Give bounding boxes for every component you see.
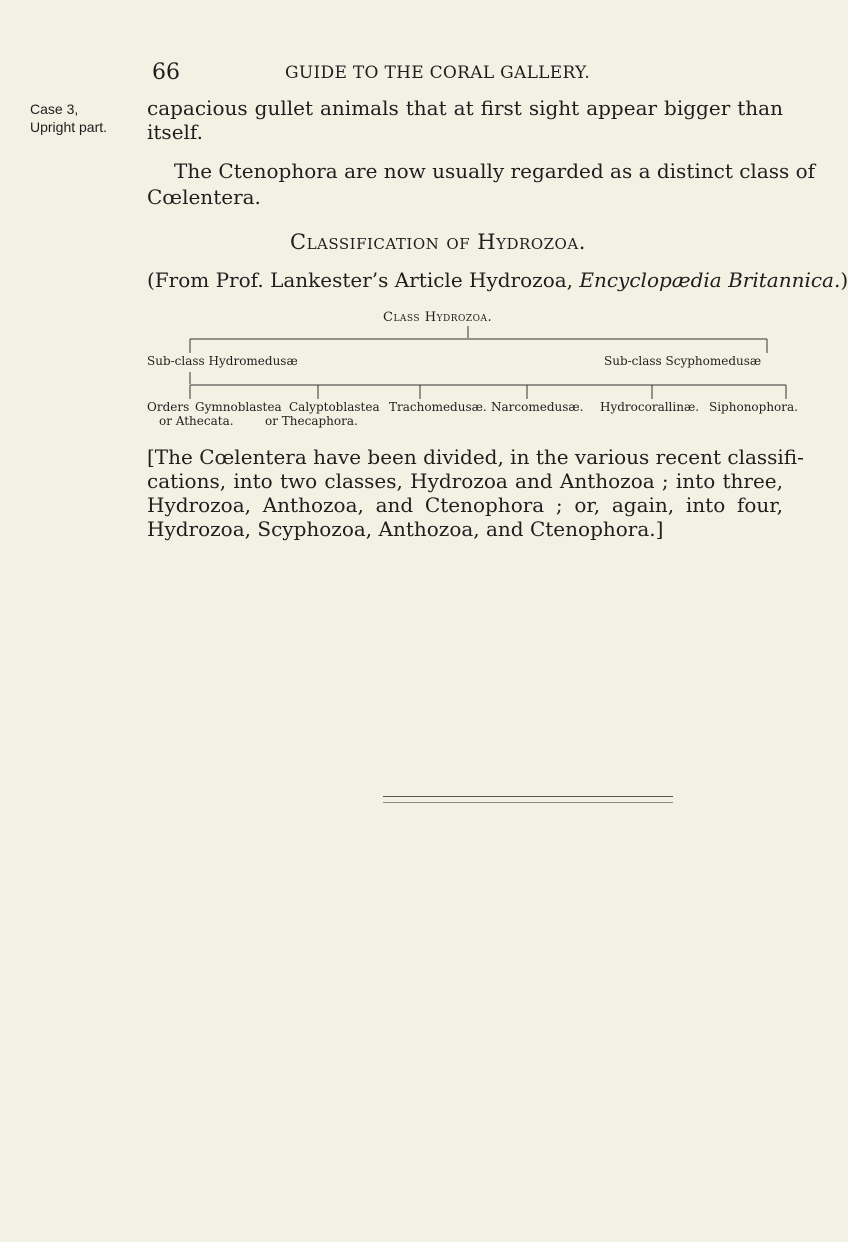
tree-orders-label: Orders — [147, 400, 190, 414]
tree-alt-name-1: or Athecata. — [159, 414, 234, 428]
paragraph-1-line-2: itself. — [147, 120, 203, 144]
tree-order-3: Trachomedusæ. — [389, 400, 487, 414]
margin-note-case: Case 3, — [30, 101, 79, 117]
source-prefix: (From Prof. Lankester’s Article Hydrozoa, — [147, 268, 574, 292]
margin-note-part: Upright part. — [30, 119, 108, 135]
paragraph-2-line-2: Cœlentera. — [147, 185, 261, 209]
page-number: 66 — [152, 60, 180, 85]
tree-subclass-right: Sub-class Scyphomedusæ — [604, 354, 762, 368]
source-suffix: ) — [840, 268, 848, 292]
tree-root-label: Class Hydrozoa. — [383, 310, 493, 325]
tree-order-4: Narcomedusæ. — [491, 400, 584, 414]
bracket-paragraph-line-3: Hydrozoa, Anthozoa, and Ctenophora ; or, again, into four, — [147, 493, 783, 517]
tree-order-6: Siphonophora. — [709, 400, 798, 414]
bracket-paragraph-line-2: cations, into two classes, Hydrozoa and Anthozoa ; into three, — [147, 469, 783, 493]
tree-order-5: Hydrocorallinæ. — [600, 400, 700, 414]
paragraph-1-line-1: capacious gullet animals that at first sight appear bigger than — [147, 96, 783, 120]
classification-heading: Classification of Hydrozoa. — [290, 230, 586, 254]
tree-alt-name-2: or Thecaphora. — [265, 414, 358, 428]
source-italic-title: Encyclopædia Britannica. — [579, 268, 841, 292]
bracket-paragraph-line-4: Hydrozoa, Scyphozoa, Anthozoa, and Ctenophora.] — [147, 517, 664, 541]
paragraph-2-line-1: The Ctenophora are now usually regarded as a distinct class of — [174, 159, 816, 183]
bracket-paragraph-line-1: [The Cœlentera have been divided, in the various recent classifi- — [147, 445, 804, 469]
running-title: GUIDE TO THE CORAL GALLERY. — [285, 63, 591, 83]
tree-order-1: Gymnoblastea — [195, 400, 282, 414]
tree-order-2: Calyptoblastea — [289, 400, 380, 414]
bottom-rule-1 — [383, 796, 673, 797]
bottom-rule-2 — [383, 802, 673, 803]
tree-subclass-left: Sub-class Hydromedusæ — [147, 354, 298, 368]
